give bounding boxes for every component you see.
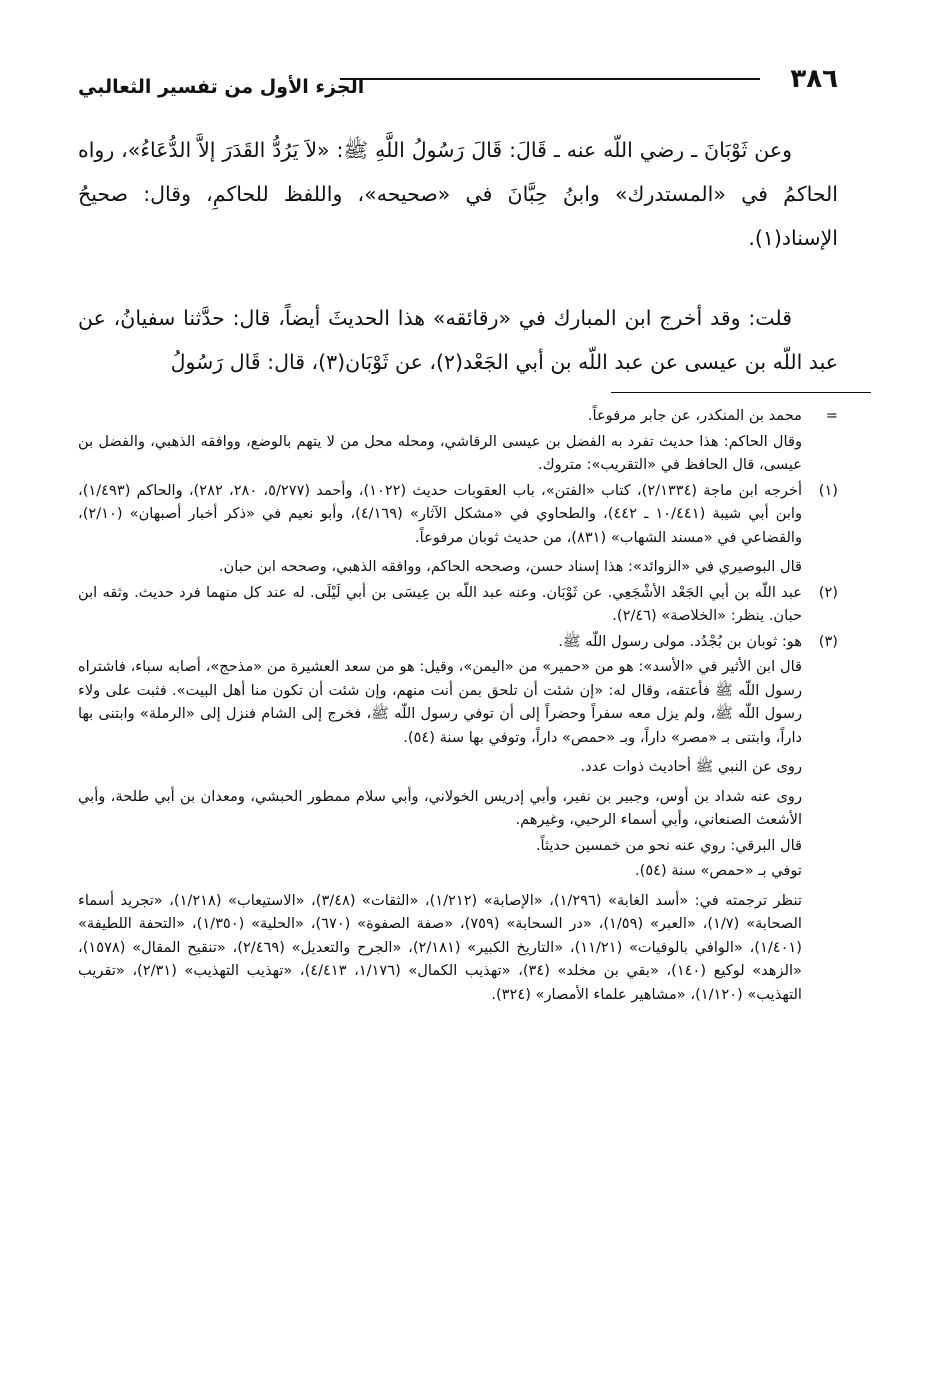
footnote-marker: = xyxy=(825,407,838,424)
footnote-marker: (٣) xyxy=(818,632,838,650)
page-number: ٣٨٦ xyxy=(790,64,838,94)
footnote-line: توفي بـ «حمص» سنة (٥٤). xyxy=(634,862,802,879)
book-title: الجزء الأول من تفسير الثعالبي xyxy=(78,76,365,98)
footnote-line: محمد بن المنكدر، عن جابر مرفوعاً. xyxy=(587,407,802,424)
main-paragraph-2 xyxy=(78,296,838,384)
footnote-marker: (١) xyxy=(818,481,838,499)
footnotes-section xyxy=(78,404,838,1008)
footnote-line: وقال الحاكم: هذا حديث تفرد به الفضل بن عيسى الرقاشي، ومحله محل من لا يتهم بالوضع، ووافقه الذهبي، والفضل بن عيسى، قال الحافظ في «التقريب»: متروك. xyxy=(78,432,802,473)
footnote-line: هو: ثوبان بن بُجْدُد. مولى رسول اللّه ﷺ. xyxy=(558,632,802,650)
footnote-line: روى عن النبي ﷺ أحاديث ذوات عدد. xyxy=(580,758,802,775)
footnote-line: قال ابن الأثير في «الأسد»: هو من «حمير» من «اليمن»، وقيل: هو من سعد العشيرة من «مذحج»، أصابه سباء، فاشتراه رسول اللّه ﷺ فأعتقه، وقال له: «إن شئت أن تلحق بمن أنت منهم، وإن شئت أن تكون منا أهل البيت». فثبت على ولاء رسول اللّه ﷺ، ولم يزل معه سفراً وحضراً إلى أن توفي رسول اللّه ﷺ، فخرج إلى الشام فنزل إلى «الرملة» وابتنى بها داراً، وابتنى بـ «مصر» داراً، وبـ «حمص» داراً، وتوفي بها سنة (٥٤). xyxy=(78,658,802,746)
paragraph-text: قلت: وقد أخرج ابن المبارك في «رقائقه» هذا الحديثَ أيضاً، قال: حدَّثنا سفيانُ، عن عبد اللّه بن عيسى عن عبد اللّه بن أبي الجَعْد(٢)، عن ثَوْبَان(٣)، قال: قَال رَسُولُ xyxy=(78,306,838,374)
footnote-line: روى عنه شداد بن أوس، وجبير بن نفير، وأبي إدريس الخولاني، وأبي سلام ممطور الحبشي، ومعدان بن أبي طلحة، وأبي الأشعث الصنعاني، وأبي أسماء الرحبي، وغيرهم. xyxy=(78,787,802,828)
header-rule xyxy=(340,78,760,80)
footnote-separator xyxy=(611,392,871,393)
running-header xyxy=(78,62,838,102)
footnote-line: تنظر ترجمته في: «أسد الغابة» (١/٢٩٦)، «الإصابة» (١/٢١٢)، «الثقات» (٣/٤٨)، «الاستيعاب» (١/٢١٨)، «تجريد أسماء الصحابة» (١/٧)، «العبر» (١/٥٩)، «در السحابة» (٧٥٩)، «صفة الصفوة» (٦٧٠)، «الحلية» (١/٣٥٠)، «التحفة اللطيفة» (١/٤٠١)، «الوافي بالوفيات» (١١/٢١)، «التاريخ الكبير» (٢/١٨١)، «الجرح والتعديل» (٢/٤٦٩)، «تنقيح المقال» (١٥٧٨)، «الزهد» لوكيع (١٤٠)، «بقي بن مخلد» (٣٤)، «تهذيب الكمال» (١/١٧٦، ٤/٤١٣)، «تهذيب التهذيب» (٢/٣١)، «تقريب التهذيب» (١/١٢٠)، «مشاهير علماء الأمصار» (٣٢٤). xyxy=(78,891,802,1003)
footnote-continuation xyxy=(78,404,838,477)
footnote-line: قال البوصيري في «الزوائد»: هذا إسناد حسن، وصححه الحاكم، ووافقه الذهبي، وصححه ابن حبان. xyxy=(218,558,802,575)
footnote-3 xyxy=(78,630,838,1007)
main-paragraph-1 xyxy=(78,128,838,260)
footnote-line: قال البرقي: روي عنه نحو من خمسين حديثاً. xyxy=(535,836,802,854)
footnote-line: عبد اللّه بن أبي الجَعْد الأشْجَعِي. عن ثَوْبَان. وعنه عبد اللّه بن عِيسَى بن أبي لَيْلَى. له عند كل منهما فرد حديث. وثقه ابن حبان. ينظر: «الخلاصة» (٢/٤٦). xyxy=(78,583,802,624)
paragraph-text: وعن ثَوْبَانَ ـ رضي اللّه عنه ـ قَالَ: قَالَ رَسُولُ اللَّهِ ﷺ: «لاَ يَرُدُّ القَدَرَ إلاَّ الدُّعَاءُ»، رواه الحاكمُ في «المستدرك» وابنُ حِبَّانَ في «صحيحه»، واللفظ للحاكمِ، وقال: صحيحُ الإسناد(١). xyxy=(78,138,838,250)
footnote-2 xyxy=(78,581,838,628)
footnote-line: أخرجه ابن ماجة (٢/١٣٣٤)، كتاب «الفتن»، باب العقوبات حديث (١٠٢٢)، وأحمد (٥/٢٧٧، ٢٨٠، ٢٨٢)، والحاكم (١/٤٩٣)، وابن أبي شيبة (١٠/٤٤١ ـ ٤٤٢)، والطحاوي في «مشكل الآثار» (٤/١٦٩)، وأبو نعيم في «ذكر أخبار أصبهان» (٢/١٠)، والقضاعي في «مسند الشهاب» (٨٣١)، من حديث ثوبان مرفوعاً. xyxy=(78,481,803,546)
footnote-marker: (٢) xyxy=(818,583,838,601)
footnote-1 xyxy=(78,479,838,579)
